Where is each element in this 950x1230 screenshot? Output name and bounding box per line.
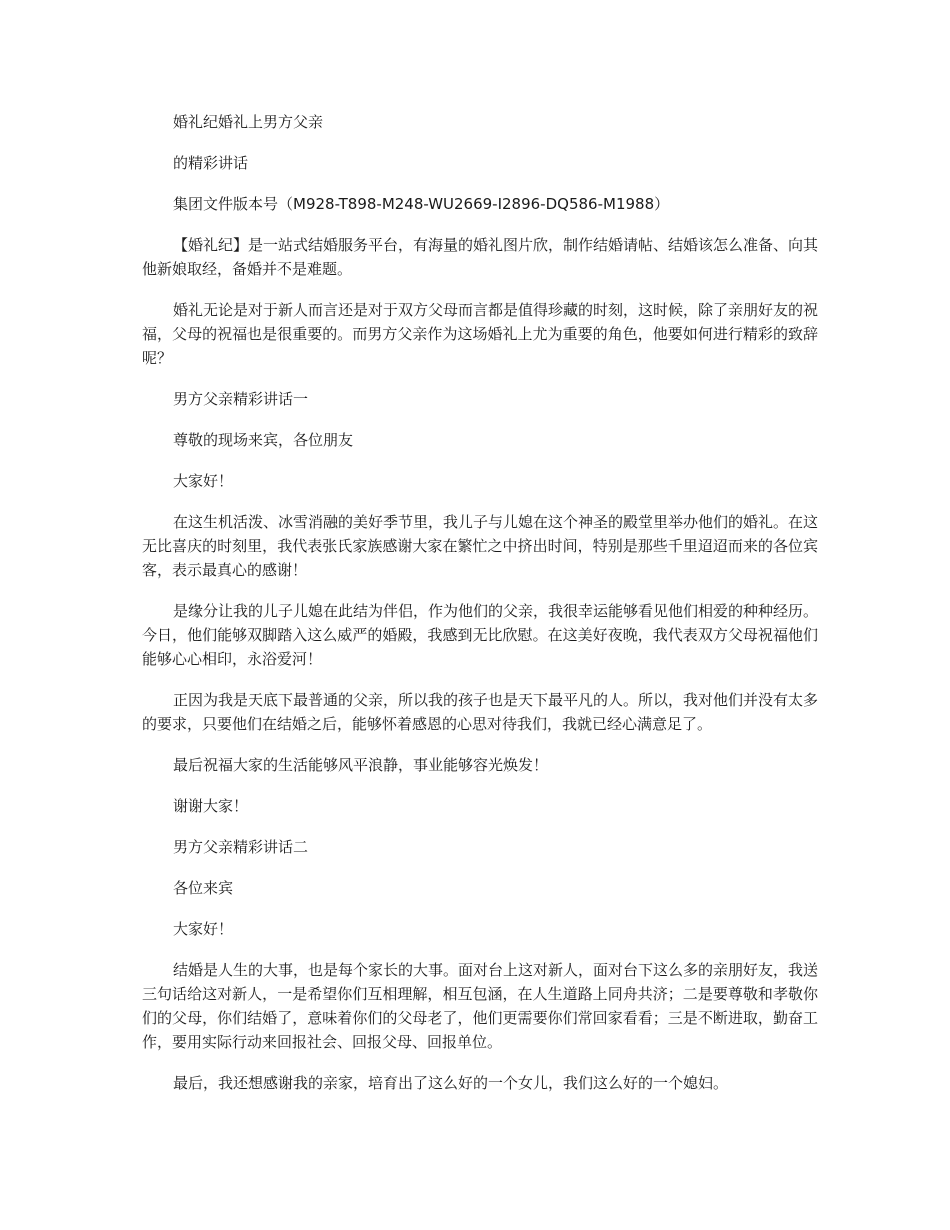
speech-greeting: 尊敬的现场来宾，各位朋友 xyxy=(173,431,354,449)
section-heading-speech-2: 男方父亲精彩讲话二 xyxy=(173,838,309,856)
body-paragraph: 最后祝福大家的生活能够风平浪静，事业能够容光焕发！ xyxy=(173,756,549,774)
doc-version-number: 集团文件版本号（M928-T898-M248-WU2669-I2896-DQ586-M1988） xyxy=(173,195,670,213)
speech-greeting: 大家好！ xyxy=(173,920,234,938)
body-paragraph: 是缘分让我的儿子儿媳在此结为伴侣，作为他们的父亲，我很幸运能够看见他们相爱的种种经历。今日，他们能够双脚踏入这么威严的婚殿，我感到无比欣慰。在这美好夜晚，我代表双方父母祝福他们能够心心相印，永浴爱河！ xyxy=(142,602,819,668)
speech-greeting: 各位来宾 xyxy=(173,879,234,897)
body-paragraph: 正因为我是天底下最普通的父亲，所以我的孩子也是天下最平凡的人。所以，我对他们并没有太多的要求，只要他们在结婚之后，能够怀着感恩的心思对待我们，我就已经心满意足了。 xyxy=(142,691,819,733)
speech-closing: 谢谢大家！ xyxy=(173,797,249,815)
doc-title-line-1: 婚礼纪婚礼上男方父亲 xyxy=(173,113,324,131)
section-heading-speech-1: 男方父亲精彩讲话一 xyxy=(173,390,309,408)
doc-title-line-2: 的精彩讲话 xyxy=(173,154,249,172)
intro-paragraph: 【婚礼纪】是一站式结婚服务平台，有海量的婚礼图片欣，制作结婚请帖、结婚该怎么准备、向其他新娘取经，备婚并不是难题。 xyxy=(142,236,819,278)
body-paragraph: 结婚是人生的大事，也是每个家长的大事。面对台上这对新人，面对台下这么多的亲朋好友，我送三句话给这对新人，一是希望你们互相理解，相互包涵，在人生道路上同舟共济；二是要尊敬和孝敬你们的父母，你们结婚了，意味着你们的父母老了，他们更需要你们常回家看看；三是不断进取，勤奋工作，要用实际行动来回报社会、回报父母、回报单位。 xyxy=(142,961,819,1051)
body-paragraph: 在这生机活泼、冰雪消融的美好季节里，我儿子与儿媳在这个神圣的殿堂里举办他们的婚礼。在这无比喜庆的时刻里，我代表张氏家族感谢大家在繁忙之中挤出时间，特别是那些千里迢迢而来的各位宾客，表示最真心的感谢！ xyxy=(142,513,819,579)
body-paragraph: 婚礼无论是对于新人而言还是对于双方父母而言都是值得珍藏的时刻，这时候，除了亲朋好友的祝福，父母的祝福也是很重要的。而男方父亲作为这场婚礼上尤为重要的角色，他要如何进行精彩的致辞呢？ xyxy=(142,301,819,367)
body-paragraph: 最后，我还想感谢我的亲家，培育出了这么好的一个女儿，我们这么好的一个媳妇。 xyxy=(173,1074,729,1092)
document-body xyxy=(142,110,818,1112)
speech-greeting: 大家好！ xyxy=(173,472,234,490)
